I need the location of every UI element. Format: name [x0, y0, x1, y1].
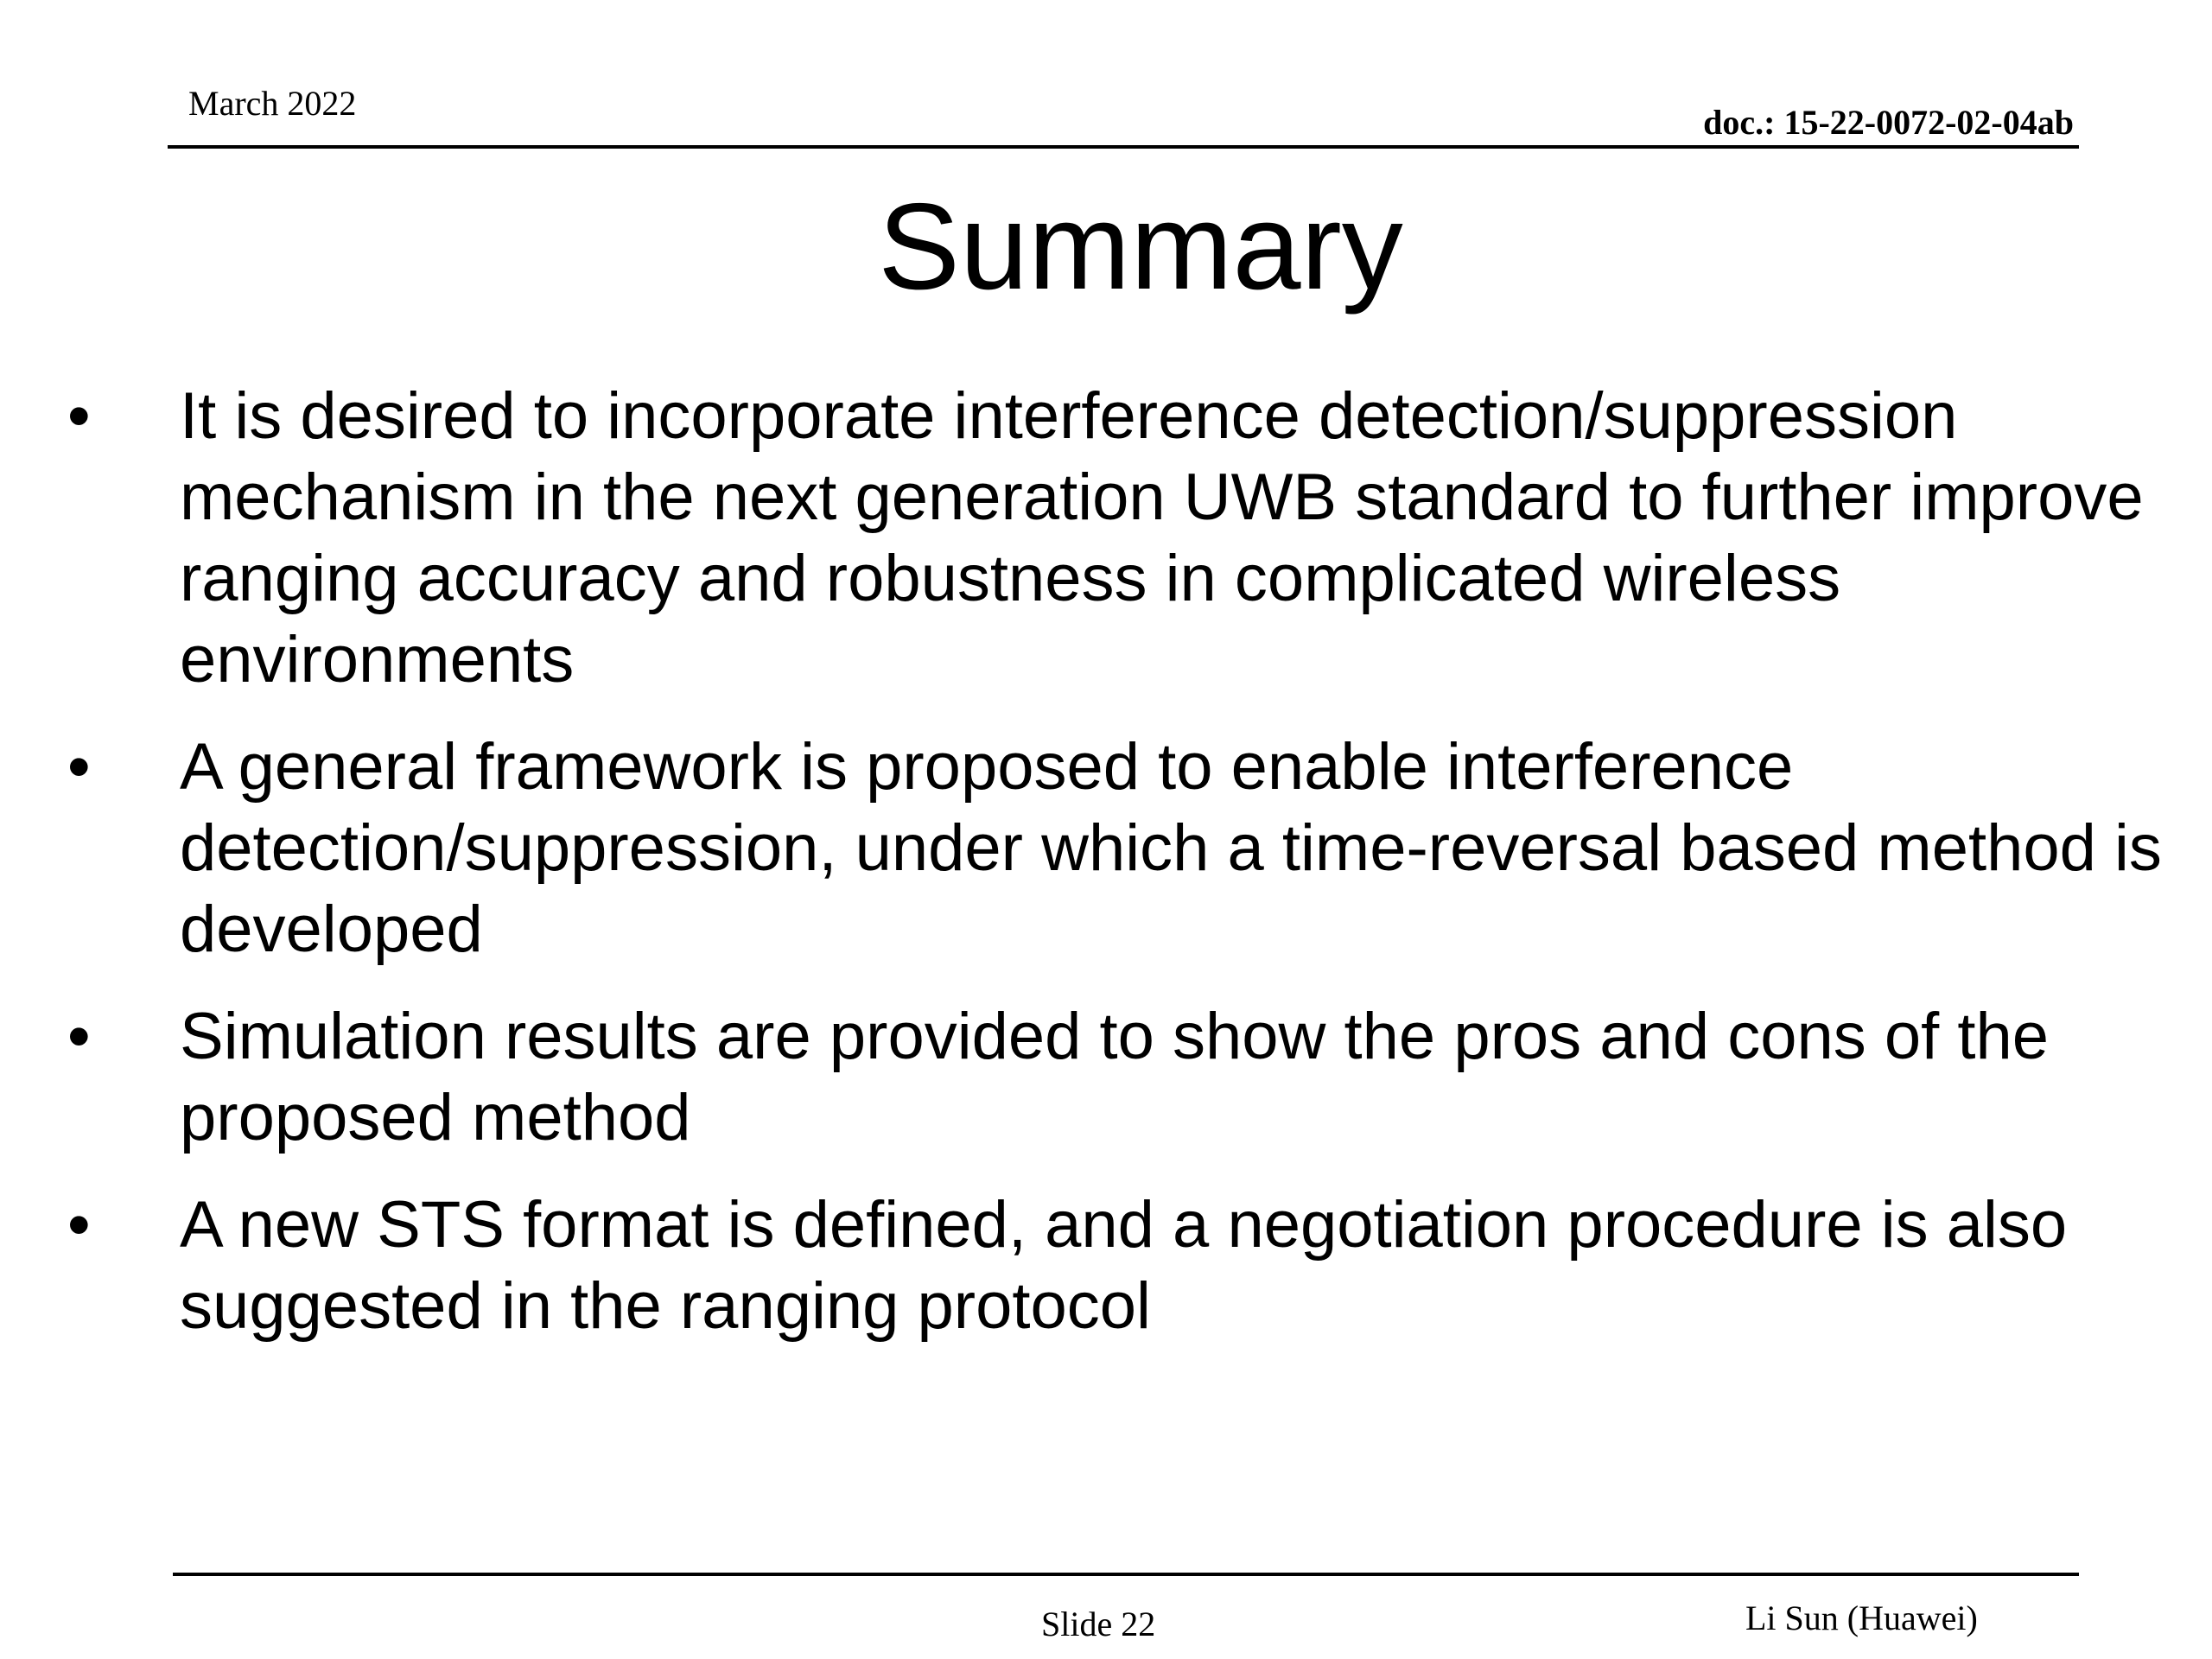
bullet-text: A new STS format is defined, and a negotiation procedure is also suggested in the ranging protocol [180, 1188, 2068, 1343]
footer-author: Li Sun (Huawei) [1745, 1599, 1978, 1637]
bullet-text: Simulation results are provided to show the pros and cons of the proposed method [180, 1000, 2049, 1154]
bullet-icon: • [67, 1188, 91, 1262]
slide-title: Summary [878, 178, 1403, 315]
bullet-icon: • [67, 379, 91, 453]
bullet-item [0, 376, 2212, 701]
bullet-item [0, 996, 2212, 1159]
header-divider [168, 145, 2079, 149]
bullet-item [0, 1185, 2212, 1347]
footer-divider [173, 1573, 2079, 1576]
bullet-list [0, 376, 2212, 1373]
bullet-text: A general framework is proposed to enable interference detection/suppression, under which a time-reversal based method is developed [180, 730, 2162, 966]
bullet-item [0, 727, 2212, 970]
footer-slide-number: Slide 22 [1041, 1605, 1156, 1643]
bullet-icon: • [67, 1000, 91, 1073]
header-date: March 2022 [188, 84, 357, 123]
bullet-icon: • [67, 730, 91, 804]
bullet-text: It is desired to incorporate interference detection/suppression mechanism in the next generation UWB standard to further improve ranging accuracy and robustness in complicated wireless environments [180, 379, 2144, 696]
header-doc-id: doc.: 15-22-0072-02-04ab [1703, 103, 2074, 142]
